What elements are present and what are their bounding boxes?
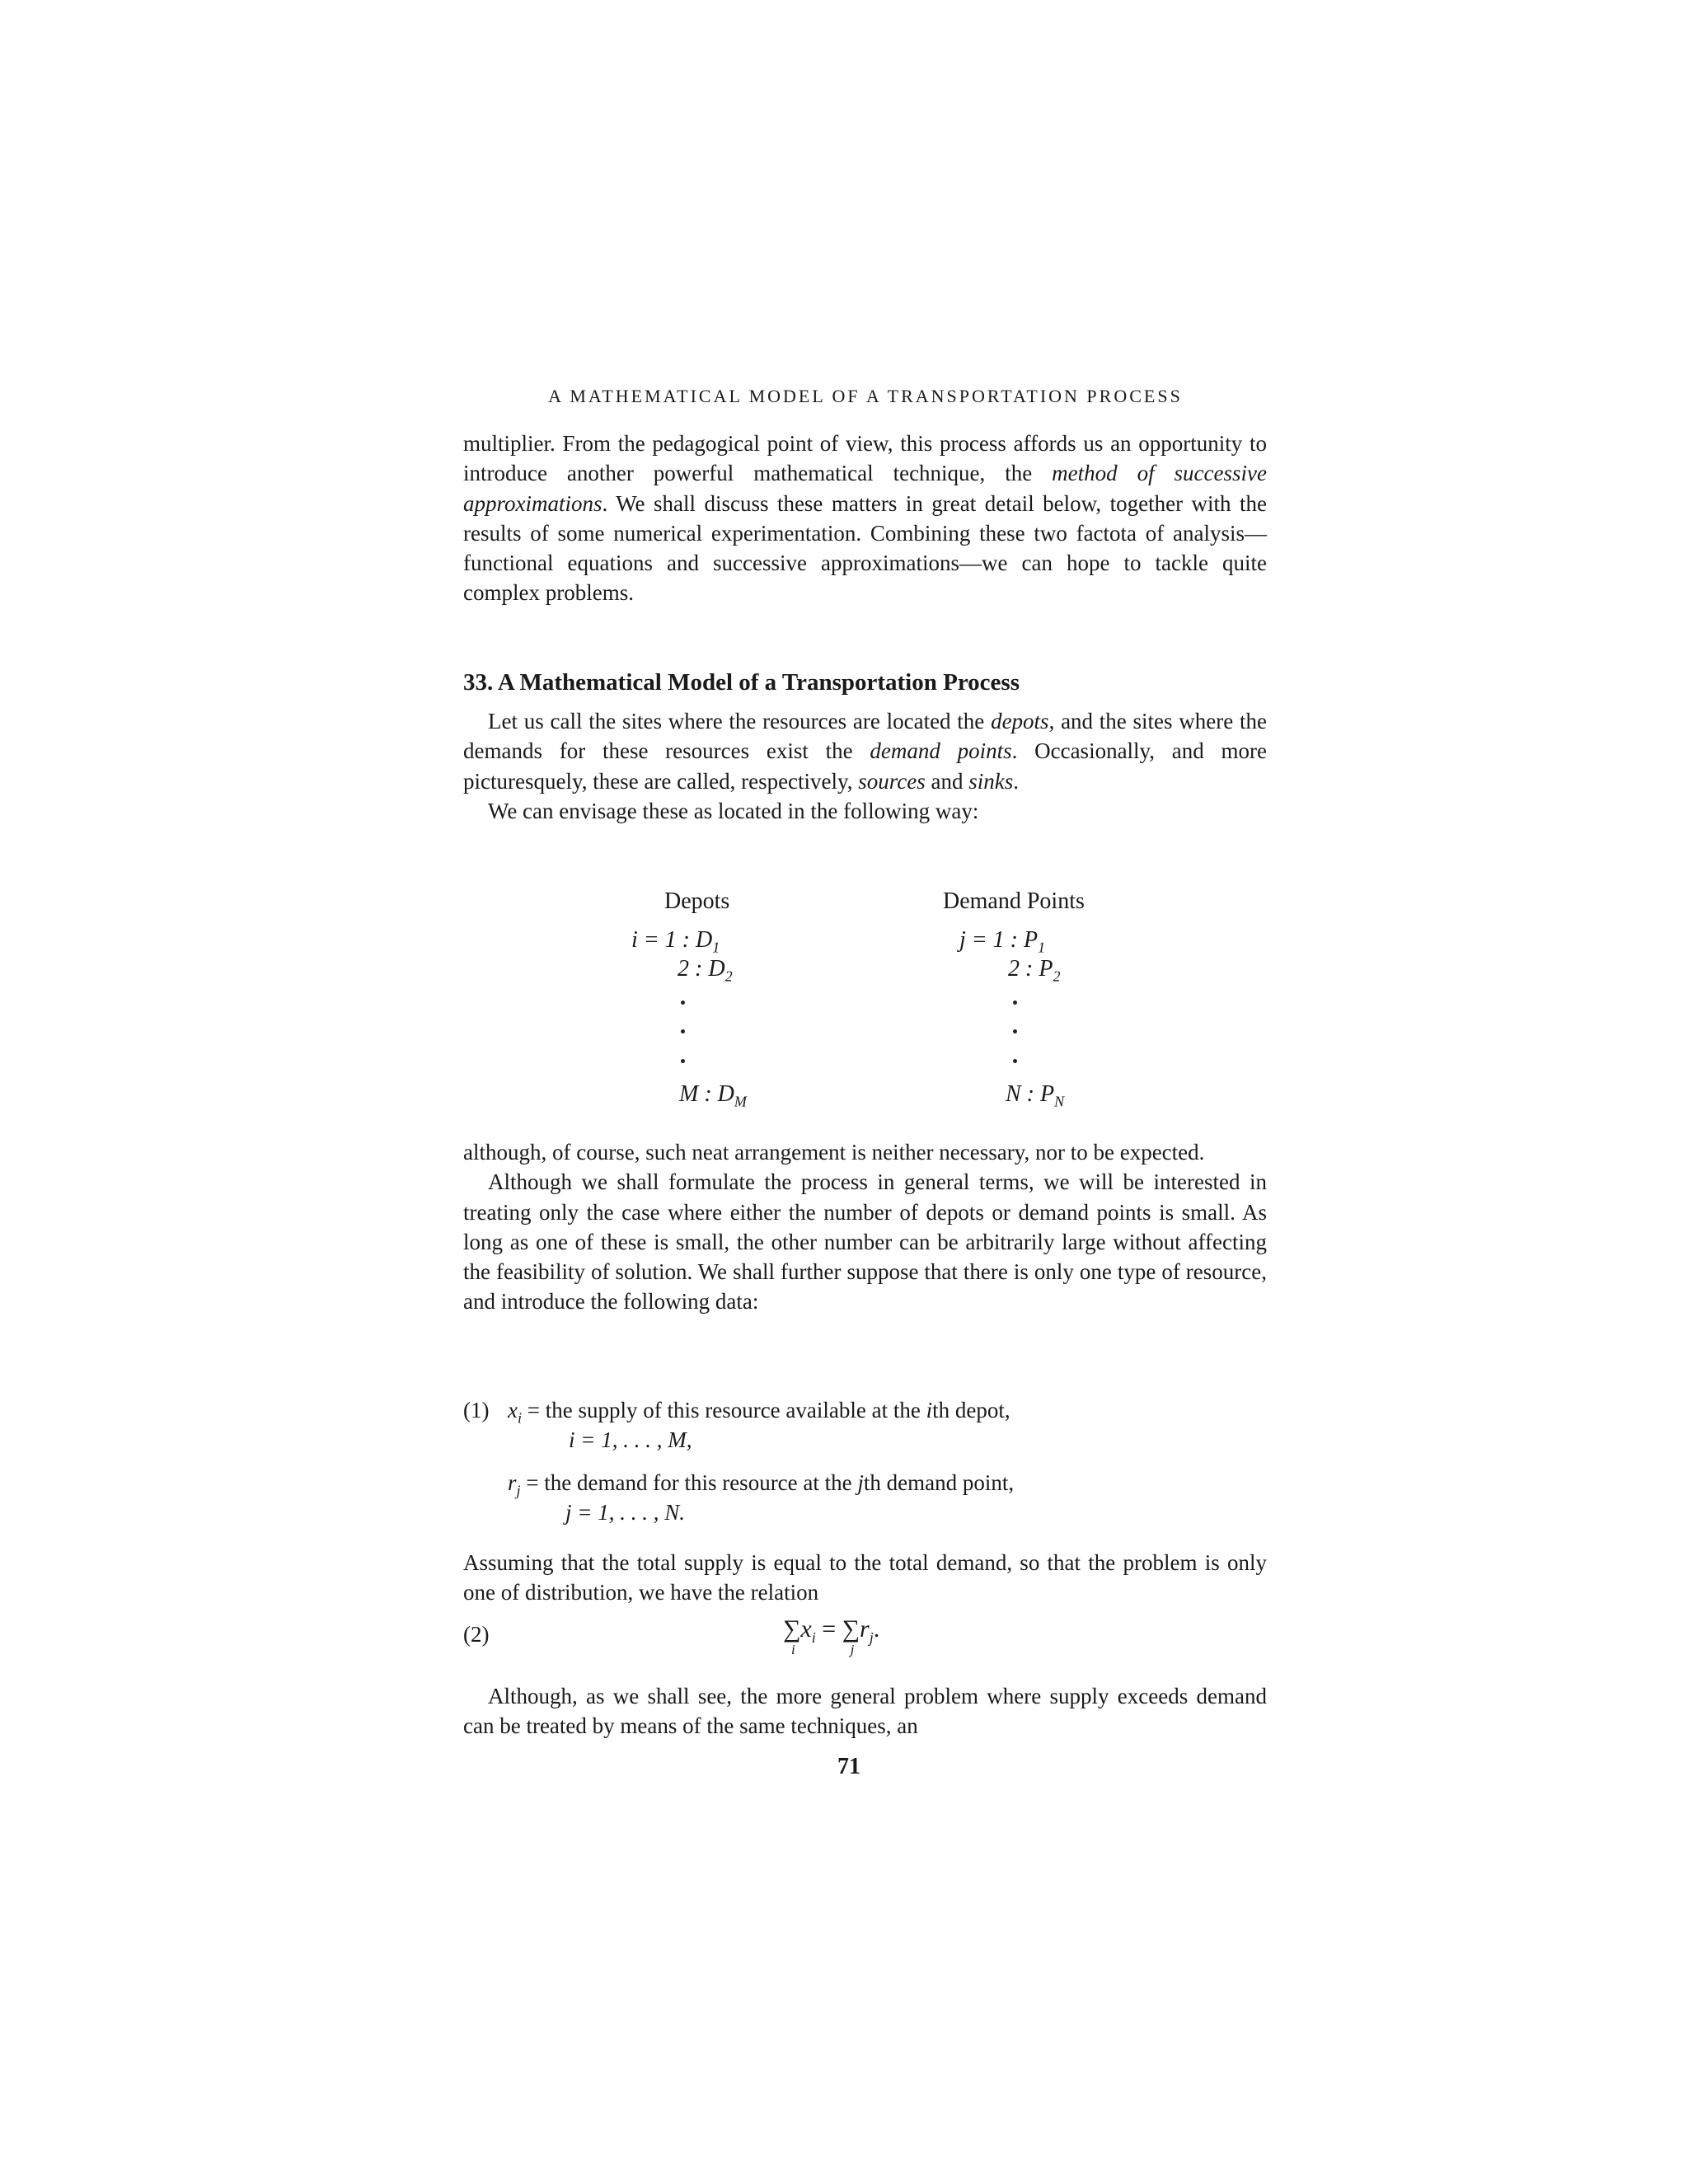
sum-symbol-right: ∑ j — [842, 1615, 860, 1657]
section-number: 33. — [463, 669, 494, 696]
para2-i3: sources — [858, 768, 926, 794]
para2-t3: . Occasionally, and more picturesquely, these are called, respectively, — [463, 738, 1268, 794]
paragraph-intro — [463, 429, 1267, 608]
depot-row-last: M : $D_M$ — [679, 1081, 747, 1110]
demand-ellipsis-dot-1 — [1013, 1001, 1017, 1005]
para2-i1: depots — [991, 709, 1049, 733]
eq1-demand-line: $r_j$ = the demand for this resource at the jth demand point, — [508, 1470, 1015, 1499]
depots-header: Depots — [664, 888, 730, 914]
para5: Although we shall formulate the process in general terms, we will be interested in treating only the case where either the number of depots or demand points is small. As long as one of these is small, the other number can be arbitrarily large without affecting the feasibility of solution. We shall further suppose that there is only one type of resource, and introduce the following data: — [463, 1169, 1267, 1315]
para2-i2: demand points — [870, 738, 1012, 764]
section-title: A Mathematical Model of a Transportation Process — [497, 669, 1020, 696]
para1-text-a: multiplier. From the pedagogical point of view, this process affords us an opportunity to introduce another powerful mathematical technique, the — [463, 431, 1267, 486]
eq1-supply-line: $x_i$ = the supply of this resource available at the ith depot, — [508, 1398, 1010, 1427]
sum-symbol-left: ∑ i — [783, 1615, 801, 1657]
depot-ellipsis-dot-3 — [681, 1059, 685, 1063]
para2-t4: and — [925, 768, 969, 794]
para3: We can envisage these as located in the following way: — [488, 798, 979, 823]
demand-row-2: 2 : $P_2$ — [1008, 956, 1061, 985]
paragraph-definitions — [463, 706, 1267, 826]
para1-italic: method of successive approximations — [463, 461, 1267, 516]
eq1-supply-range: i = 1, . . . , M, — [569, 1427, 692, 1452]
eq1-demand-range: j = 1, . . . , N. — [565, 1500, 685, 1525]
demand-ellipsis-dot-3 — [1013, 1059, 1017, 1063]
paragraph-general — [463, 1681, 1267, 1741]
para2-t5: . — [1013, 768, 1020, 794]
depot-row-1: i = 1 : $D_1$ — [631, 927, 720, 956]
depot-ellipsis-dot-2 — [681, 1029, 685, 1033]
depot-row-2: 2 : $D_2$ — [678, 956, 733, 985]
para1-text-b: . We shall discuss these matters in great detail below, together with the results of some numerical experimentation. Combining these two factota of analysis—functional equations and successive approximations—we can hope to tackle quite complex problems. — [463, 490, 1267, 606]
demand-row-last: N : $P_N$ — [1006, 1081, 1065, 1110]
para2-t1: Let us call the sites where the resources are located the — [488, 709, 992, 733]
para2-i4: sinks — [968, 768, 1014, 794]
demand-ellipsis-dot-2 — [1013, 1029, 1017, 1033]
demand-points-header: Demand Points — [943, 888, 1085, 914]
paragraph-arrangement — [463, 1137, 1267, 1317]
para6: Assuming that the total supply is equal to the total demand, so that the problem is only one of distribution, we have the relation — [463, 1550, 1267, 1605]
paragraph-assumption — [463, 1548, 1267, 1608]
para2-t2: , and the sites where the demands for these resources exist the — [463, 709, 1268, 764]
para7: Although, as we shall see, the more general problem where supply exceeds demand can be treated by means of the same techniques, an — [463, 1684, 1267, 1739]
page-number: 71 — [837, 1754, 860, 1779]
section-heading — [463, 669, 1267, 696]
para4: although, of course, such neat arrangement is neither necessary, nor to be expected. — [463, 1140, 1205, 1165]
eq2-label: (2) — [463, 1622, 490, 1647]
eq2-formula: ∑ i $x_i$ = ∑ j $r_j$. — [783, 1615, 880, 1657]
eq1-label: (1) — [463, 1398, 490, 1422]
running-header: A MATHEMATICAL MODEL OF A TRANSPORTATION PROCESS — [548, 386, 1183, 406]
demand-row-1: j = 1 : $P_1$ — [959, 927, 1046, 956]
depot-ellipsis-dot-1 — [681, 1001, 685, 1005]
